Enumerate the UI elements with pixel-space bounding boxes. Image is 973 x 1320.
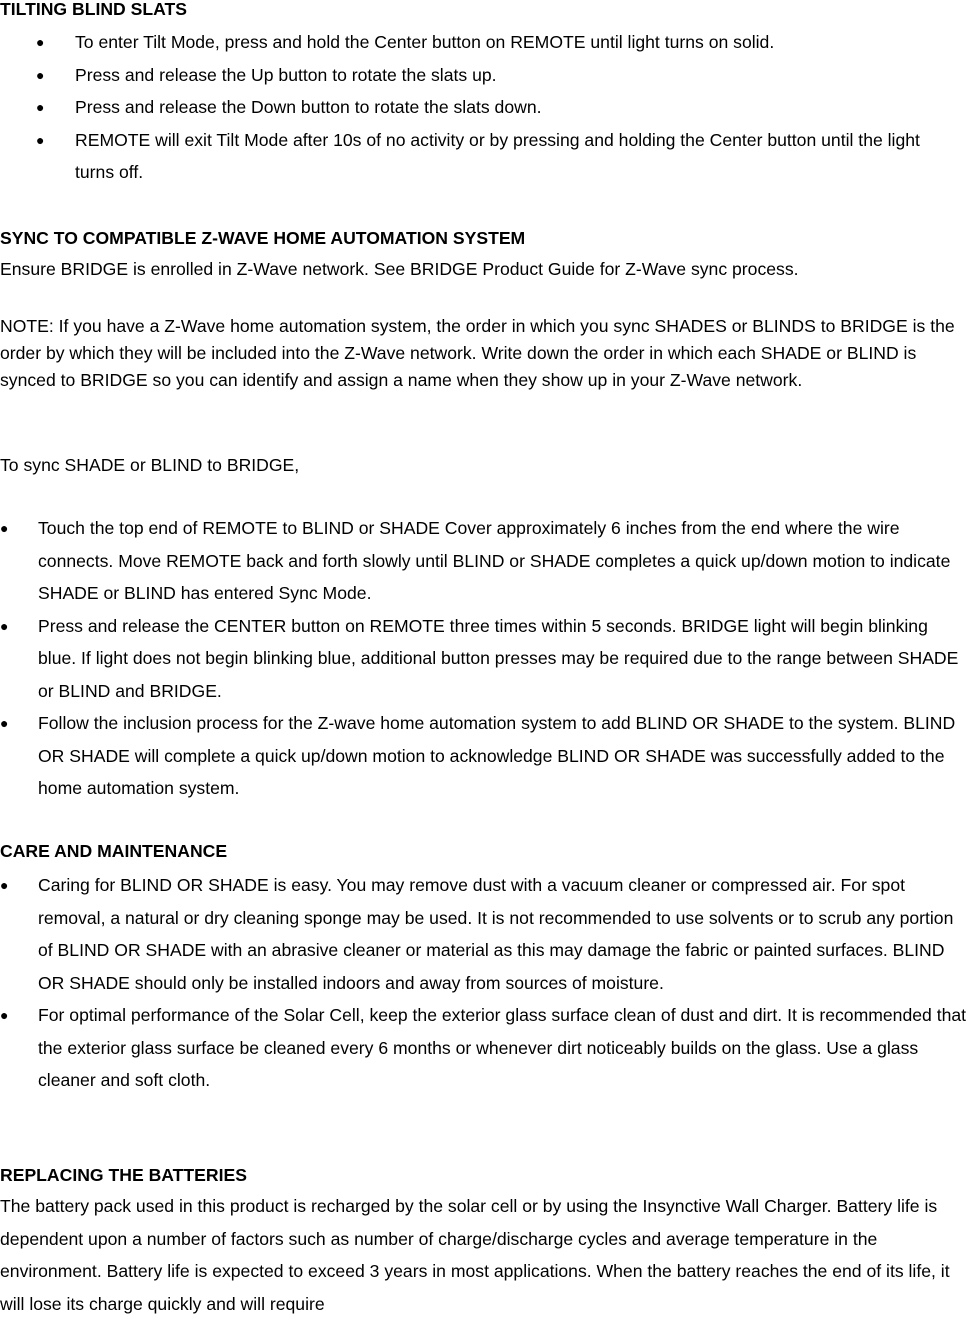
sync-list [0,512,968,805]
list-item: ● Press and release the CENTER button on REMOTE three times within 5 seconds. BRIDGE light will begin blinking blue. If light does not begin blinking blue, additional button presses may be required due to the range between SHADE or BLIND and BRIDGE. [0,610,968,708]
batteries-heading: REPLACING THE BATTERIES [0,1165,247,1185]
list-item: ● REMOTE will exit Tilt Mode after 10s of no activity or by pressing and holding the Center button until the light turns off. [0,124,973,189]
tilting-heading: TILTING BLIND SLATS [0,0,187,19]
bullet-icon: ● [0,877,9,893]
bullet-icon: ● [0,617,9,634]
sync-intro: Ensure BRIDGE is enrolled in Z-Wave network. See BRIDGE Product Guide for Z-Wave sync process. [0,259,799,279]
list-item: ● To enter Tilt Mode, press and hold the Center button on REMOTE until light turns on solid. [0,26,973,59]
sync-lead: To sync SHADE or BLIND to BRIDGE, [0,455,300,475]
sync-note: NOTE: If you have a Z-Wave home automation system, the order in which you sync SHADES or BLINDS to BRIDGE is the order by which they will be included into the Z-Wave network. Write down the order in which each SHADE or BLIND is synced to BRIDGE so you can identify and assign a name when they show up in your Z-Wave network. [0,316,955,390]
bullet-icon: ● [0,715,9,731]
list-item: ● For optimal performance of the Solar Cell, keep the exterior glass surface clean of dust and dirt. It is recommended that the exterior glass surface be cleaned every 6 months or whenever dirt noticeably builds on the glass. Use a glass cleaner and soft cloth. [0,999,968,1097]
batteries-body: The battery pack used in this product is recharged by the solar cell or by using the Insynctive Wall Charger. Battery life is dependent upon a number of factors such as number of charge/discharge cycles and average temperature in the environment. Battery life is expected to exceed 3 years in most applications. When the battery reaches the end of its life, it will lose its charge quickly and will require [0,1196,950,1314]
bullet-icon: ● [36,99,45,115]
list-item: ● Follow the inclusion process for the Z-wave home automation system to add BLIND OR SHADE to the system. BLIND OR SHADE will complete a quick up/down motion to acknowledge BLIND OR SHADE was successfully added to the home automation system. [0,707,968,805]
bullet-icon: ● [36,131,45,148]
care-list [0,869,968,1097]
sync-heading: SYNC TO COMPATIBLE Z-WAVE HOME AUTOMATION SYSTEM [0,228,526,248]
tilting-list [0,26,973,189]
list-item: ● Caring for BLIND OR SHADE is easy. You may remove dust with a vacuum cleaner or compressed air. For spot removal, a natural or dry cleaning sponge may be used. It is not recommended to use solvents or to scrub any portion of BLIND OR SHADE with an abrasive cleaner or material as this may damage the fabric or painted surfaces. BLIND OR SHADE should only be installed indoors and away from sources of moisture. [0,869,968,999]
list-item: ● Touch the top end of REMOTE to BLIND or SHADE Cover approximately 6 inches from the end where the wire connects. Move REMOTE back and forth slowly until BLIND or SHADE completes a quick up/down motion to indicate SHADE or BLIND has entered Sync Mode. [0,512,968,610]
bullet-icon: ● [0,1007,9,1023]
bullet-icon: ● [36,66,45,83]
bullet-icon: ● [0,520,9,536]
bullet-icon: ● [36,34,45,50]
care-heading: CARE AND MAINTENANCE [0,841,228,861]
list-item: ● Press and release the Down button to rotate the slats down. [0,91,973,124]
list-item: ● Press and release the Up button to rotate the slats up. [0,59,973,92]
